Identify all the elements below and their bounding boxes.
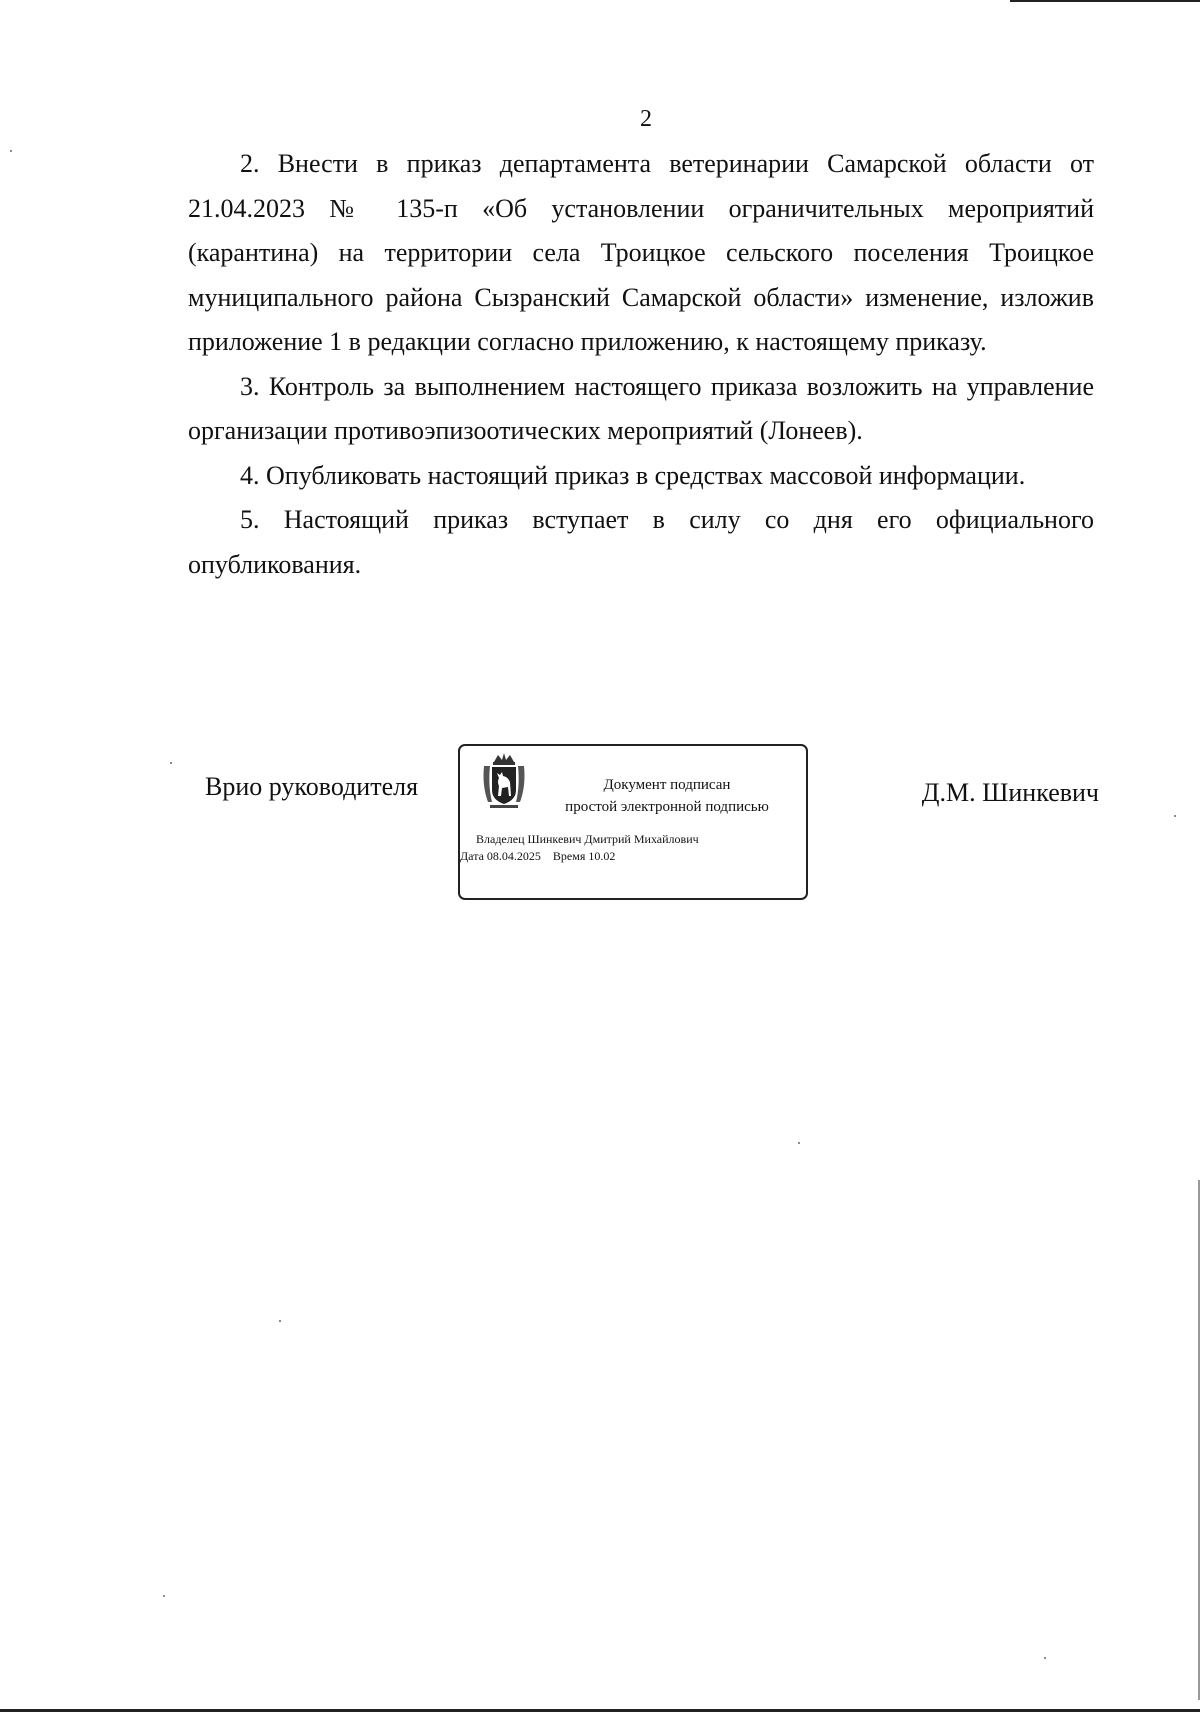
scan-speck [279, 1320, 281, 1322]
scan-speck [1044, 1657, 1046, 1659]
scan-speck [798, 1142, 800, 1144]
page-number: 2 [640, 106, 652, 132]
stamp-datetime [460, 849, 615, 864]
electronic-signature-stamp [458, 744, 808, 900]
stamp-title-line2: простой электронной подписью [565, 799, 769, 815]
stamp-title [532, 774, 802, 818]
stamp-time-label: Время [552, 849, 586, 863]
paragraph-3: 3. Контроль за выполнением настоящего приказа возложить на управление организации противоэпизоотических мероприятий (Лонеев). [188, 371, 1094, 445]
stamp-title-line1: Документ подписан [603, 777, 731, 793]
paragraph-2: 2. Внести в приказ департамента ветеринарии Самарской области от 21.04.2023 № 135-п «Об установлении ограничительных мероприятий (карантина) на территории села Троицкое сельского поселения Троицкое муниципального района Сызранский Самарской области» изменение, изложив приложение 1 в редакции согласно приложению, к настоящему приказу. [188, 149, 1094, 356]
scan-speck [163, 1595, 165, 1597]
paragraph-5: 5. Настоящий приказ вступает в силу со дня его официального опубликования. [188, 505, 1094, 579]
scan-speck [1174, 815, 1176, 817]
stamp-time: 10.02 [588, 849, 616, 863]
signatory-name: Д.М. Шинкевич [921, 778, 1099, 807]
signatory-position: Врио руководителя [205, 772, 419, 801]
samara-region-coat-of-arms-icon [480, 752, 528, 812]
top-edge-line [1010, 0, 1200, 2]
bottom-edge-line [0, 1709, 1200, 1712]
stamp-date: 08.04.2025 [486, 849, 541, 863]
stamp-owner: Владелец Шинкевич Дмитрий Михайлович [476, 832, 699, 846]
paragraph-4: 4. Опубликовать настоящий приказ в средствах массовой информации. [240, 460, 1026, 490]
stamp-date-label: Дата [460, 849, 484, 863]
scan-speck [170, 762, 172, 764]
scan-speck [10, 150, 12, 152]
order-body [188, 142, 1094, 587]
